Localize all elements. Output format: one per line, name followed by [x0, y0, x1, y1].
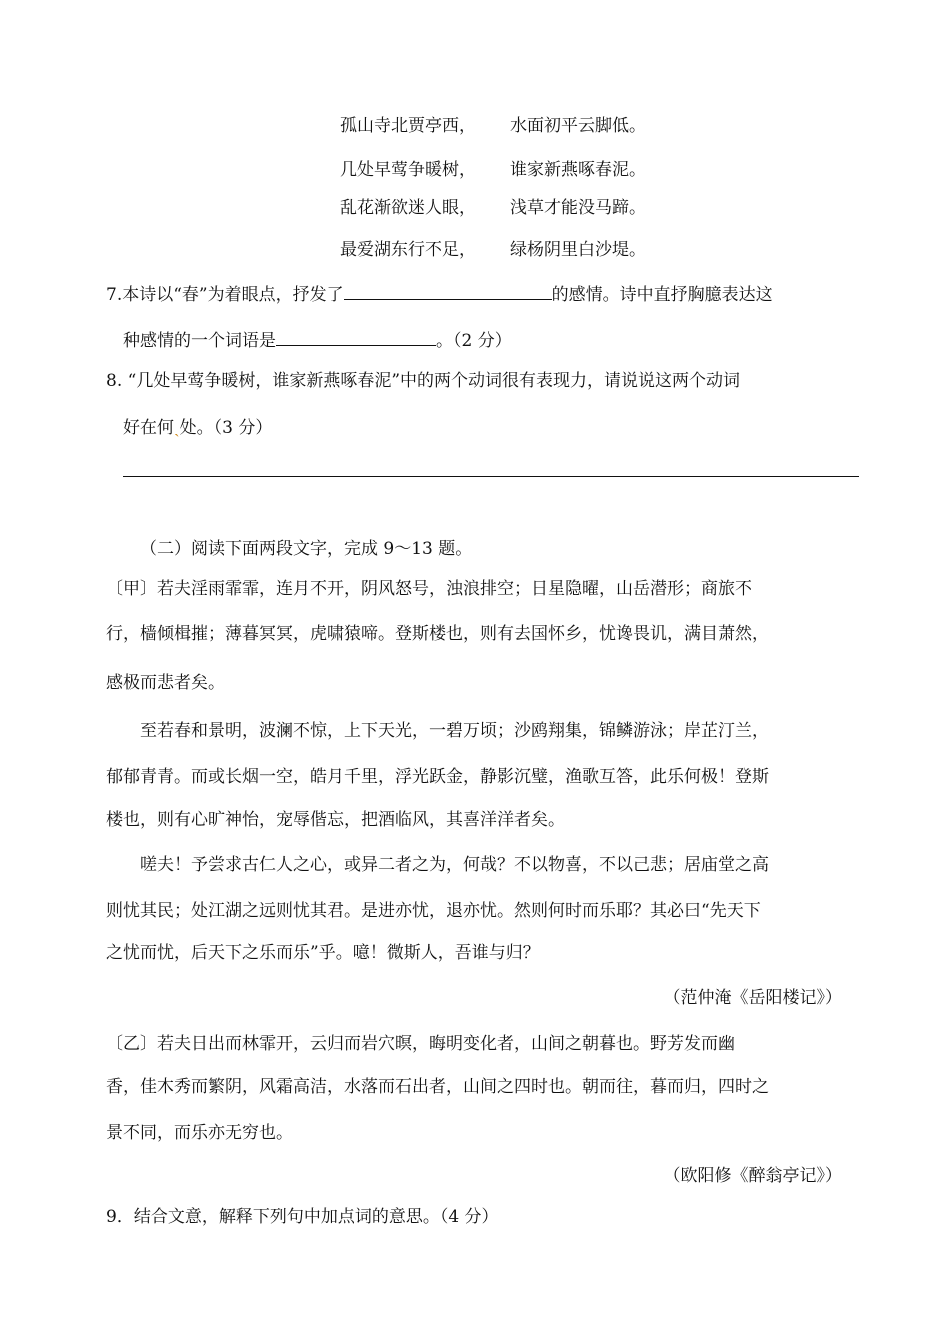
poem-line-3b: 浅草才能没马蹄。 — [510, 198, 646, 218]
answer-blank-1[interactable] — [344, 281, 552, 300]
question-8-line-1: 8. “几处早莺争暖树，谁家新燕啄春泥”中的两个动词很有表现力，请说说这两个动词 — [106, 371, 741, 391]
poem-line-2b: 谁家新燕啄春泥。 — [510, 160, 646, 180]
question-8-line-2-a: 好在何 — [123, 418, 174, 438]
poem-line-4b: 绿杨阴里白沙堤。 — [510, 240, 646, 260]
section-2-title: （二）阅读下面两段文字，完成 9～13 题。 — [140, 539, 473, 559]
passage-yi-l1: 〔乙〕若夫日出而林霏开，云归而岩穴暝，晦明变化者，山间之朝暮也。野芳发而幽 — [106, 1034, 735, 1054]
question-7-line-1 — [106, 281, 773, 307]
poem-line-4a: 最爱湖东行不足， — [340, 240, 476, 260]
answer-line[interactable] — [123, 476, 859, 477]
poem-line-1a: 孤山寺北贾亭西， — [340, 116, 476, 136]
passage-yi-l2: 香，佳木秀而繁阴，风霜高洁，水落而石出者，山间之四时也。朝而往，暮而归，四时之 — [106, 1077, 769, 1097]
passage-jia-p3-l3: 之忧而忧，后天下之乐而乐”乎。噫！微斯人，吾谁与归？ — [106, 943, 540, 963]
passage-jia-p2-l3: 楼也，则有心旷神怡，宠辱偕忘，把酒临风，其喜洋洋者矣。 — [106, 810, 565, 830]
passage-jia-p1-l1: 〔甲〕若夫淫雨霏霏，连月不开，阴风怒号，浊浪排空；日星隐曜，山岳潜形；商旅不 — [106, 579, 752, 599]
passage-jia-p2-l2: 郁郁青青。而或长烟一空，皓月千里，浮光跃金，静影沉璧，渔歌互答，此乐何极！登斯 — [106, 767, 769, 787]
poem-line-3a: 乱花渐欲迷人眼， — [340, 198, 476, 218]
question-7-line-2-suffix: 。（2 分） — [436, 331, 512, 351]
passage-yi-l3: 景不同，而乐亦无穷也。 — [106, 1123, 293, 1143]
passage-jia-p1-l2: 行，樯倾楫摧；薄暮冥冥，虎啸猿啼。登斯楼也，则有去国怀乡，忧谗畏讥，满目萧然， — [106, 624, 769, 644]
passage-jia-p3-l2: 则忧其民；处江湖之远则忧其君。是进亦忧，退亦忧。然则何时而乐耶？其必曰“先天下 — [106, 901, 761, 921]
source-jia: （范仲淹《岳阳楼记》） — [663, 988, 842, 1008]
passage-jia-p1-l3: 感极而悲者矣。 — [106, 673, 225, 693]
question-7-prefix: 7.本诗以“春”为着眼点，抒发了 — [106, 285, 344, 305]
question-7-line-2-prefix: 种感情的一个词语是 — [123, 331, 276, 351]
question-7-suffix: 的感情。诗中直抒胸臆表达这 — [551, 285, 773, 305]
question-7-line-2 — [123, 327, 512, 353]
poem-line-2a: 几处早莺争暖树， — [340, 160, 476, 180]
answer-blank-2[interactable] — [276, 327, 436, 346]
question-8-line-2 — [123, 416, 272, 440]
passage-jia-p3-l1: 嗟夫！予尝求古仁人之心，或异二者之为，何哉？不以物喜，不以己悲；居庙堂之高 — [140, 855, 769, 875]
edit-mark-icon: ˏ — [174, 418, 180, 438]
source-yi: （欧阳修《醉翁亭记》） — [663, 1166, 842, 1186]
question-9: 9．结合文意，解释下列句中加点词的意思。（4 分） — [106, 1207, 499, 1227]
passage-jia-p2-l1: 至若春和景明，波澜不惊，上下天光，一碧万顷；沙鸥翔集，锦鳞游泳；岸芷汀兰， — [140, 721, 769, 741]
poem-line-1b: 水面初平云脚低。 — [510, 116, 646, 136]
question-8-line-2-b: 处。（3 分） — [179, 418, 273, 438]
